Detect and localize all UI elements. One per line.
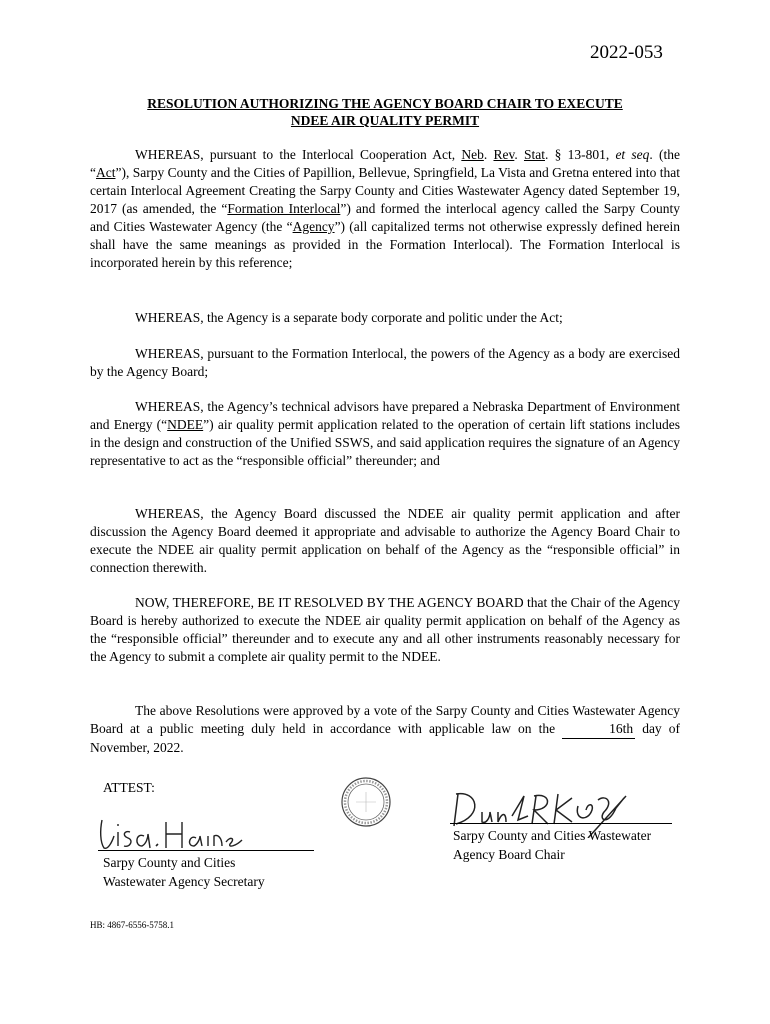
p7-text-a: The above Resolutions were approved by a vote of the Sarpy County and Cities Wastewater Agency Board at a public meeting duly held in accordance with applicable law on the	[90, 703, 680, 736]
p1-text-b: .	[483, 147, 494, 162]
chair-title-line-2: Agency Board Chair	[453, 847, 565, 862]
attest-label: ATTEST:	[103, 780, 155, 795]
secretary-title-line-2: Wastewater Agency Secretary	[103, 874, 265, 889]
resolved-paragraph: NOW, THEREFORE, BE IT RESOLVED BY THE AGENCY BOARD that the Chair of the Agency Board is hereby authorized to execute the NDEE air quality permit application on behalf of the Agency as the “responsible official” thereunder and to execute any and all other instruments reasonably necessary for the Agency to submit a complete air quality permit to the NDEE.	[90, 595, 680, 664]
p4-text-a: WHEREAS, the Agency’s technical advisors have prepared a Nebraska Department of Environment and Energy (“	[90, 399, 680, 432]
p1-formation-interlocal-term: Formation Interlocal	[227, 201, 341, 216]
secretary-signature-line	[98, 850, 314, 851]
p1-agency-term: Agency	[292, 219, 335, 234]
secretary-title	[103, 853, 265, 891]
chair-title-line-1: Sarpy County and Cities Wastewater	[453, 828, 652, 843]
p1-text-f: ”), Sarpy County and the Cities of Papillion, Bellevue, Springfield, La Vista and Gretna entered into that certain Interlocal Agreement Creating the Sarpy County and Cities Wastewater Agency dated September 19, 2017 (as amended, the “	[90, 165, 680, 216]
day-blank: 16th	[562, 720, 635, 739]
p1-text-e: . (the “	[90, 147, 681, 180]
p1-et-seq: et seq	[615, 147, 650, 162]
chair-signature-line	[450, 823, 672, 824]
whereas-paragraph-3: WHEREAS, pursuant to the Formation Interlocal, the powers of the Agency as a body are exercised by the Agency Board;	[90, 346, 680, 379]
p4-ndee-term: NDEE	[167, 417, 204, 432]
resolution-title	[90, 95, 680, 129]
whereas-paragraph-1	[90, 146, 680, 272]
p1-text-g: ”) and formed the interlocal agency called the Sarpy County and Cities Wastewater Agency (the “	[90, 201, 681, 234]
document-number: 2022-053	[590, 42, 663, 63]
p1-text-c: .	[514, 147, 524, 162]
p7-text-b: day of November, 2022.	[90, 721, 680, 755]
p4-text-b: ”) air quality permit application related to the operation of certain lift stations includes in the design and construction of the Unified SSWS, and said application requires the signature of an Agency representative to act as the “responsible official” thereunder; and	[90, 417, 680, 468]
p1-rev: Rev	[493, 147, 515, 162]
title-line-2: NDEE AIR QUALITY PERMIT	[290, 113, 480, 128]
approval-paragraph	[90, 702, 680, 757]
title-line-1: RESOLUTION AUTHORIZING THE AGENCY BOARD CHAIR TO EXECUTE	[147, 96, 623, 111]
p1-stat: Stat	[523, 147, 545, 162]
whereas-paragraph-5: WHEREAS, the Agency Board discussed the NDEE air quality permit application and after discussion the Agency Board deemed it appropriate and advisable to authorize the Agency Board Chair to execute the NDEE air quality permit application on behalf of the Agency as the “responsible official” in connection therewith.	[90, 506, 680, 575]
document-footer-id: HB: 4867-6556-5758.1	[90, 920, 174, 930]
whereas-paragraph-2: WHEREAS, the Agency is a separate body corporate and politic under the Act;	[135, 310, 563, 325]
p1-text-h: ”) (all capitalized terms not otherwise expressly defined herein shall have the same meanings as provided in the Formation Interlocal). The Formation Interlocal is incorporated herein by this reference;	[90, 219, 680, 270]
whereas-paragraph-4	[90, 398, 680, 470]
agency-seal	[340, 776, 392, 828]
chair-title	[453, 826, 651, 864]
p1-text-a: WHEREAS, pursuant to the Interlocal Cooperation Act,	[135, 147, 462, 162]
p1-text-d: . § 13-801,	[544, 147, 616, 162]
p1-act-term: Act	[96, 165, 116, 180]
p1-neb: Neb	[461, 147, 484, 162]
secretary-title-line-1: Sarpy County and Cities	[103, 855, 236, 870]
